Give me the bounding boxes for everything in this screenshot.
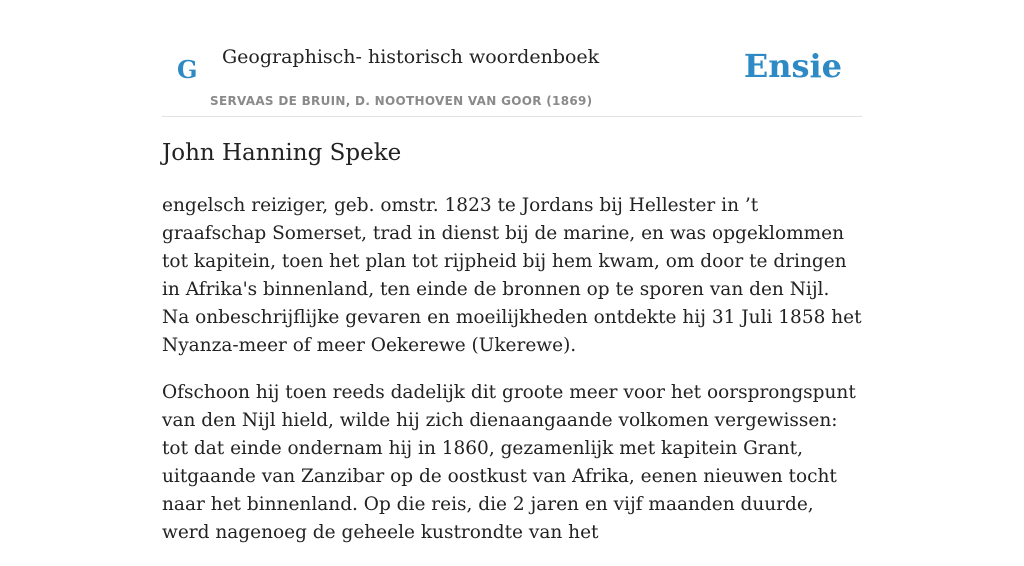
book-title[interactable]: Geographisch- historisch woordenboek xyxy=(222,46,600,68)
ensie-logo-link[interactable]: Ensie xyxy=(743,47,842,85)
article-paragraph-1: engelsch reiziger, geb. omstr. 1823 te Jordans bij Hellester in ’t graafschap Somerset, trad in dienst bij de marine, en was opgeklommen tot kapitein, toen het plan tot rijpheid bij hem kwam, om door te dringen in Afrika's binnenland, ten einde de bronnen op te sporen van den Nijl. Na onbeschrijflijke gevaren en moeilijkheden ontdekte hij 31 Juli 1858 het Nyanza-meer of meer Oekerewe (Ukerewe). xyxy=(162,195,862,356)
book-authors: SERVAAS DE BRUIN, D. NOOTHOVEN VAN GOOR (1869) xyxy=(210,94,593,108)
book-logo-icon[interactable]: G xyxy=(177,55,198,84)
article-paragraph-2: Ofschoon hij toen reeds dadelijk dit groote meer voor het oorsprongspunt van den Nijl hield, wilde hij zich dienaangaande volkomen vergewissen: tot dat einde ondernam hij in 1860, gezamenlijk met kapitein Grant, uitgaande van Zanzibar op de oostkust van Afrika, eenen nieuwen tocht naar het binnenland. Op die reis, die 2 jaren en vijf maanden duurde, werd nagenoeg de geheele kustrondte van het xyxy=(162,382,856,543)
article-body xyxy=(162,192,862,566)
article-title: John Hanning Speke xyxy=(162,140,402,166)
book-header xyxy=(162,0,862,117)
